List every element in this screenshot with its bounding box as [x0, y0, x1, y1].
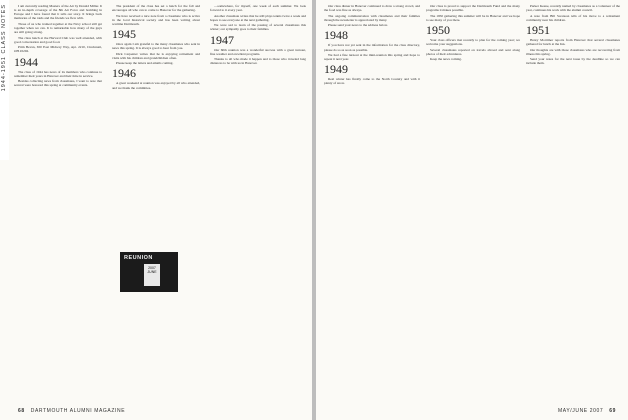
- paragraph: Keep the news coming.: [430, 57, 462, 62]
- paragraph: A note from Bill Swanson tells of his move to a retirement community near his children.: [526, 13, 620, 22]
- paragraph: The class lunch at the Harvard Club was well attended, with good conversation and good food.: [14, 35, 102, 44]
- paragraph: Our class is proud to support the Dartmouth Fund and the many programs it makes possible.: [426, 4, 520, 13]
- reunion-photo-label: REUNION: [124, 255, 153, 261]
- paragraph: Henry Mortimer reports from Hanover that several classmates gathered for lunch at the Inn.: [526, 37, 620, 46]
- class-year-heading: 1945: [112, 26, 136, 41]
- side-tab-label: 1944-1951 CLASS NOTES: [1, 4, 7, 92]
- paragraph: Please send your news to the address below.: [328, 23, 388, 28]
- class-year-heading: 1948: [324, 28, 348, 43]
- paragraph: Please keep the letters and emails coming.: [116, 61, 174, 66]
- right-column-3: [526, 4, 620, 392]
- paragraph: Your class officers met recently to plan for the coming year; we welcome your suggestions.: [426, 37, 520, 46]
- issue-date: MAY/JUNE 2007: [558, 408, 604, 414]
- left-column-2: [112, 4, 200, 392]
- reunion-photo: [120, 252, 178, 292]
- paragraph: We had a fine turnout at the mini-reunion this spring and hope to repeat it next year.: [324, 53, 420, 62]
- class-year-heading: 1944: [14, 54, 38, 69]
- paragraph: Once again I am grateful to the many classmates who sent in news this spring. It is always good to hear from you.: [112, 41, 200, 51]
- right-column-1: [324, 4, 420, 392]
- left-footer: [14, 408, 125, 414]
- right-footer: [558, 408, 620, 414]
- class-year-heading: 1949: [324, 62, 348, 77]
- paragraph: Send your notes for the next issue by the deadline so we can include them.: [526, 57, 620, 66]
- paragraph: The ongoing communication with classmates and their families through the newsletter is appreciated by many.: [324, 13, 420, 22]
- paragraph: A great weekend at reunion was enjoyed by all who attended, and we thank the committee.: [112, 81, 200, 90]
- class-year-heading: 1951: [526, 22, 550, 37]
- paragraph: Prim Bevan, 650 East Midway Way, Apt. 2210, Cincinnati, OH 45202.: [14, 45, 102, 54]
- left-column-1: [14, 4, 102, 392]
- paragraph: Thanks to all who made it happen and to those who traveled long distances to be with us in Hanover.: [210, 57, 306, 66]
- paragraph: —somewhere, for myself, one week of each summer. We look forward to it every year.: [210, 4, 306, 13]
- right-page: [316, 0, 628, 420]
- class-notes-side-tab: [0, 0, 9, 160]
- paragraph: Parker Keene, recently named by classmates as a volunteer of the year, continues his work with the alumni council.: [526, 4, 620, 13]
- paragraph: Our class dinner in Hanover continued to draw a strong crowd, and the food was fine as always.: [324, 4, 420, 13]
- paragraph: Besides collecting news from classmates, I want to note that several were honored this spring at community events.: [14, 79, 102, 88]
- paragraph: If you have not yet sent in the information for the class directory, please do so as soon as possible.: [324, 43, 420, 52]
- paragraph: Real winter has finally come to the North Country and with it plenty of snow.: [324, 77, 420, 86]
- reunion-badge: 2007 JUNE: [144, 264, 160, 286]
- magazine-title: DARTMOUTH ALUMNI MAGAZINE: [30, 408, 126, 414]
- page-number: 68: [18, 408, 25, 414]
- paragraph: We were sad to learn of the passing of several classmates this winter; our sympathy goes to their families.: [210, 23, 306, 32]
- paragraph: The president of the class has set a lunch for the fall and encourages all who can to come to Hanover for the gathering.: [112, 4, 200, 13]
- paragraph: Our thoughts are with those classmates who are recovering from illness this spring.: [526, 47, 620, 56]
- paragraph: Those of us who trained together at the Navy school still get together when we can. It is remarkable how many of the guys are still going strong.: [14, 21, 102, 35]
- paragraph: Another classmate writes that he still plays tennis twice a week and hopes to see everyone at the next gathering.: [210, 13, 306, 22]
- class-year-heading: 1946: [112, 66, 136, 81]
- page-number: 69: [609, 408, 616, 414]
- paragraph: Several classmates reported on travels abroad and sent along photos of their adventures.: [426, 47, 520, 56]
- paragraph: Dick Carpenter writes that he is enjoying retirement and visits with his children and grandchildren often.: [112, 51, 200, 60]
- paragraph: I am currently reading Masters of the Air by Donald Miller. It is an in-depth coverage of the 8th Air Force and bombing in Europe and I have found that it tells our story. It brings back memories of the raids and the friends we flew with.: [14, 4, 102, 21]
- class-year-heading: 1950: [426, 22, 450, 37]
- left-column-3: [210, 4, 306, 392]
- right-column-2: [426, 4, 520, 392]
- paragraph: The 1950 gathering this summer will be in Hanover and we hope to see many of you there.: [426, 13, 520, 22]
- paragraph: The class of 1944 has news of its members who continue to remember their years in Hanover and their time in service.: [14, 69, 102, 78]
- left-page: [0, 0, 312, 420]
- paragraph: We have received a nice note from a classmate who is active in the local historical society and has been writing about wartime Dartmouth.: [112, 13, 200, 26]
- class-year-heading: 1947: [210, 32, 234, 47]
- paragraph: Our 60th reunion was a wonderful success with a great turnout, fine weather and excellent programs.: [210, 47, 306, 56]
